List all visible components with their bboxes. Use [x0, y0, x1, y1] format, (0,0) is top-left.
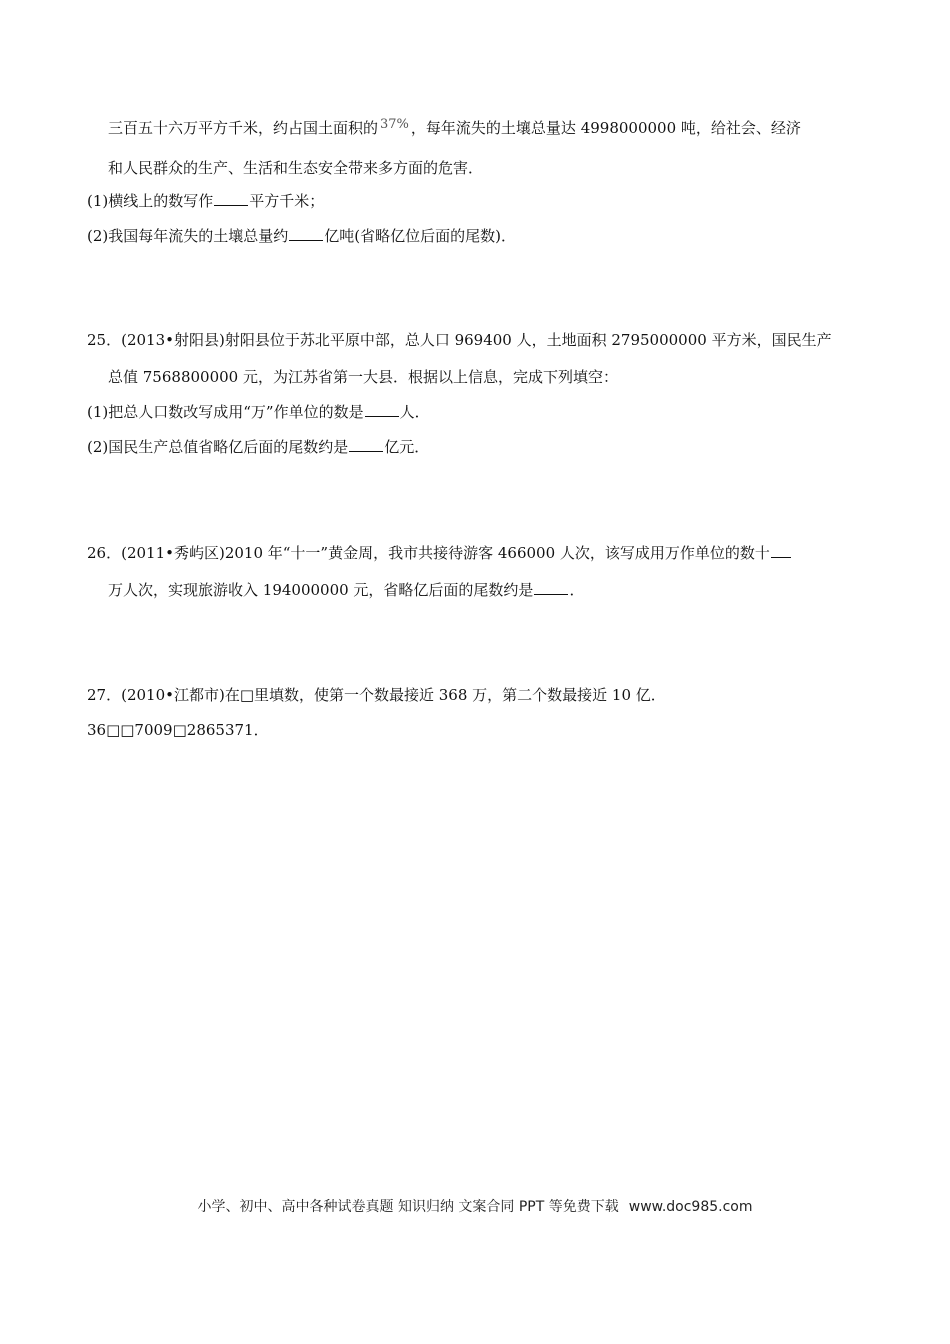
- percent-value: 37%: [380, 117, 409, 132]
- answer-blank[interactable]: [349, 437, 383, 452]
- question-text: (2)我国每年流失的土壤总量约: [87, 227, 289, 245]
- intro-text: 和人民群众的生产、生活和生态安全带来多方面的危害．: [108, 159, 484, 177]
- footer-text: 小学、初中、高中各种试卷真题 知识归纳 文案合同 PPT 等免费下载: [197, 1199, 619, 1215]
- page-footer: [0, 1196, 950, 1216]
- intro-sub-2: [87, 226, 516, 246]
- answer-blank[interactable]: [214, 191, 248, 206]
- q27-line-2: [87, 720, 269, 740]
- footer-url[interactable]: www.doc985.com: [628, 1199, 753, 1215]
- answer-blank[interactable]: [534, 580, 568, 595]
- intro-line-2: [108, 158, 483, 178]
- intro-text: 三百五十六万平方千米，约占国土面积的: [108, 119, 379, 137]
- intro-line-1: [108, 118, 801, 140]
- question-text: ．: [569, 581, 585, 599]
- question-text: 人．: [399, 403, 430, 421]
- q26-line-2: [108, 580, 584, 600]
- answer-blank[interactable]: [365, 402, 399, 417]
- question-text: (1)横线上的数写作: [87, 192, 214, 210]
- question-text: (1)把总人口数改写成用“万”作单位的数是: [87, 403, 364, 421]
- q26-line-1: [87, 543, 792, 563]
- question-text: 27．(2010•江都市)在□里填数，使第一个数最接近 368 万，第二个数最接近 10 亿．: [87, 686, 666, 704]
- question-text: (2)国民生产总值省略亿后面的尾数约是: [87, 438, 349, 456]
- q25-sub-1: [87, 402, 430, 422]
- intro-sub-1: [87, 191, 324, 211]
- question-text: 平方千米；: [249, 192, 325, 210]
- question-text: 26．(2011•秀屿区)2010 年“十一”黄金周，我市共接待游客 466000 人次，该写成用万作单位的数十: [87, 544, 770, 562]
- question-text: 亿吨(省略亿位后面的尾数)．: [324, 227, 516, 245]
- intro-text: ，每年流失的土壤总量达 4998000000 吨，给社会、经济: [410, 119, 801, 137]
- q27-line-1: [87, 685, 666, 705]
- question-text: 36□□7009□2865371．: [87, 721, 269, 739]
- q25-line-1: [87, 330, 832, 350]
- question-text: 总值 7568800000 元，为江苏省第一大县．根据以上信息，完成下列填空：: [108, 368, 618, 386]
- question-text: 25．(2013•射阳县)射阳县位于苏北平原中部，总人口 969400 人，土地面积 2795000000 平方米，国民生产: [87, 331, 832, 349]
- question-text: 亿元．: [384, 438, 430, 456]
- answer-blank[interactable]: [771, 543, 791, 558]
- question-text: 万人次，实现旅游收入 194000000 元，省略亿后面的尾数约是: [108, 581, 534, 599]
- q25-line-2: [108, 367, 618, 387]
- answer-blank[interactable]: [289, 226, 323, 241]
- q25-sub-2: [87, 437, 429, 457]
